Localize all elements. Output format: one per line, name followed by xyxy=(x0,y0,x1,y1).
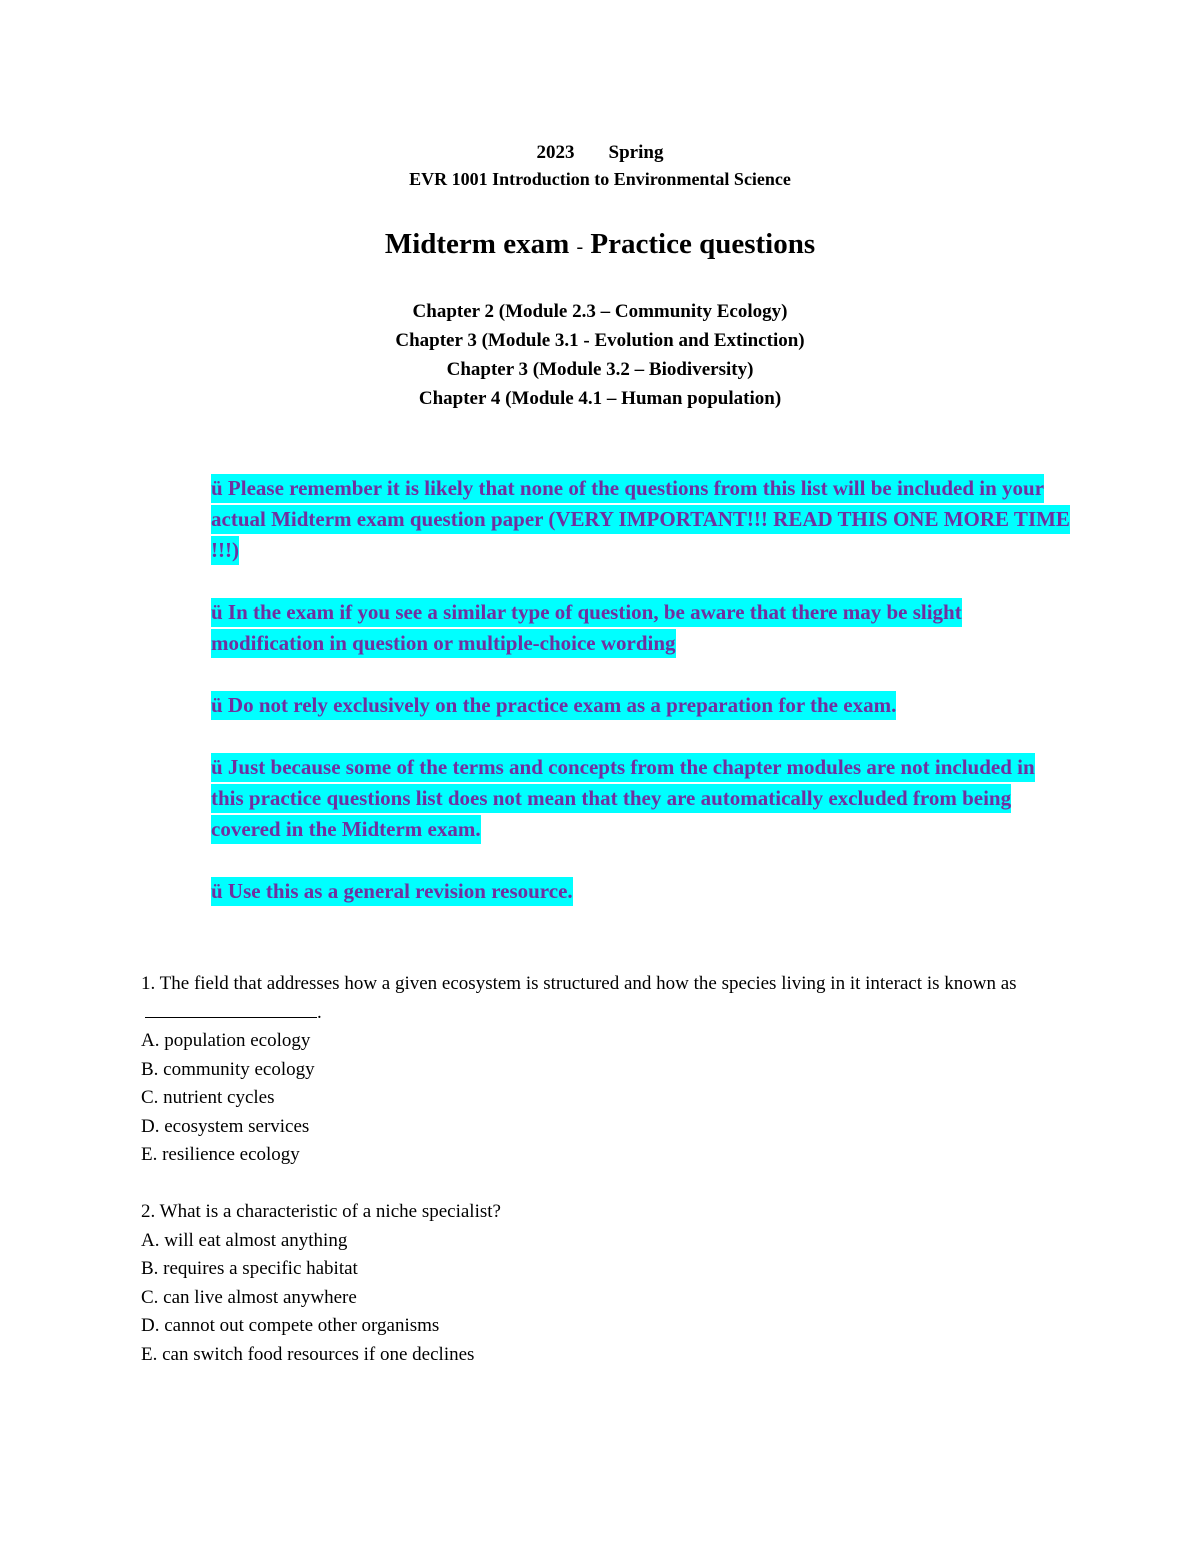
title-main: Midterm exam xyxy=(384,228,570,260)
note-item xyxy=(211,690,1071,721)
answer-option: E. can switch food resources if one declines xyxy=(141,1343,475,1365)
term-line xyxy=(0,141,1200,165)
answer-option: C. nutrient cycles xyxy=(141,1087,275,1108)
question-item xyxy=(141,970,1061,1170)
course-title: EVR 1001 Introduction to Environmental Science xyxy=(409,169,791,189)
note-text: ü Just because some of the terms and concepts from the chapter modules are not included in this practice questions list does not mean that they are automatically excluded from being covered in the Midterm exam. xyxy=(211,753,1035,844)
question-text: 2. What is a characteristic of a niche specialist? xyxy=(141,1201,501,1222)
answer-option: A. will eat almost anything xyxy=(141,1229,348,1251)
question-text xyxy=(141,970,1061,1027)
answer-option: B. community ecology xyxy=(141,1058,315,1080)
note-item xyxy=(211,473,1071,566)
note-text: ü Please remember it is likely that none of the questions from this list will be included in your actual Midterm exam question paper (VERY IMPORTANT!!! READ THIS ONE MORE TIME !!!) xyxy=(211,474,1070,565)
year-label: 2023 xyxy=(536,142,575,163)
answer-option: C. can live almost anywhere xyxy=(141,1286,357,1308)
answer-option: D. cannot out compete other organisms xyxy=(141,1315,440,1336)
note-item xyxy=(211,597,1071,659)
chapter-line: Chapter 3 (Module 3.1 - Evolution and Extinction) xyxy=(395,330,805,351)
question-list xyxy=(141,970,1061,1398)
answer-option: D. ecosystem services xyxy=(141,1115,310,1137)
answer-option: B. requires a specific habitat xyxy=(141,1258,358,1279)
chapter-line: Chapter 3 (Module 3.2 – Biodiversity) xyxy=(446,359,754,380)
title-rest: Practice questions xyxy=(590,228,816,260)
note-text: ü Use this as a general revision resource. xyxy=(211,877,573,906)
chapter-line: Chapter 4 (Module 4.1 – Human population) xyxy=(418,388,782,409)
note-item xyxy=(211,752,1071,845)
answer-blank xyxy=(145,1001,317,1018)
question-stem: 1. The field that addresses how a given ecosystem is structured and how the species living in it interact is known as xyxy=(141,973,1017,994)
question-end: . xyxy=(317,1001,322,1023)
chapter-line: Chapter 2 (Module 2.3 – Community Ecology) xyxy=(412,301,788,322)
answer-option: A. population ecology xyxy=(141,1030,311,1051)
title-dash: - xyxy=(576,236,584,258)
answer-option: E. resilience ecology xyxy=(141,1144,300,1165)
important-notes xyxy=(211,473,1071,938)
chapter-list xyxy=(0,297,1200,413)
question-item xyxy=(141,1198,1061,1369)
note-text: ü In the exam if you see a similar type of question, be aware that there may be slight modification in question or multiple-choice wording xyxy=(211,598,962,658)
note-item xyxy=(211,876,1071,907)
note-text: ü Do not rely exclusively on the practice exam as a preparation for the exam. xyxy=(211,691,896,720)
term-label: Spring xyxy=(608,142,664,163)
page-title xyxy=(0,226,1200,265)
